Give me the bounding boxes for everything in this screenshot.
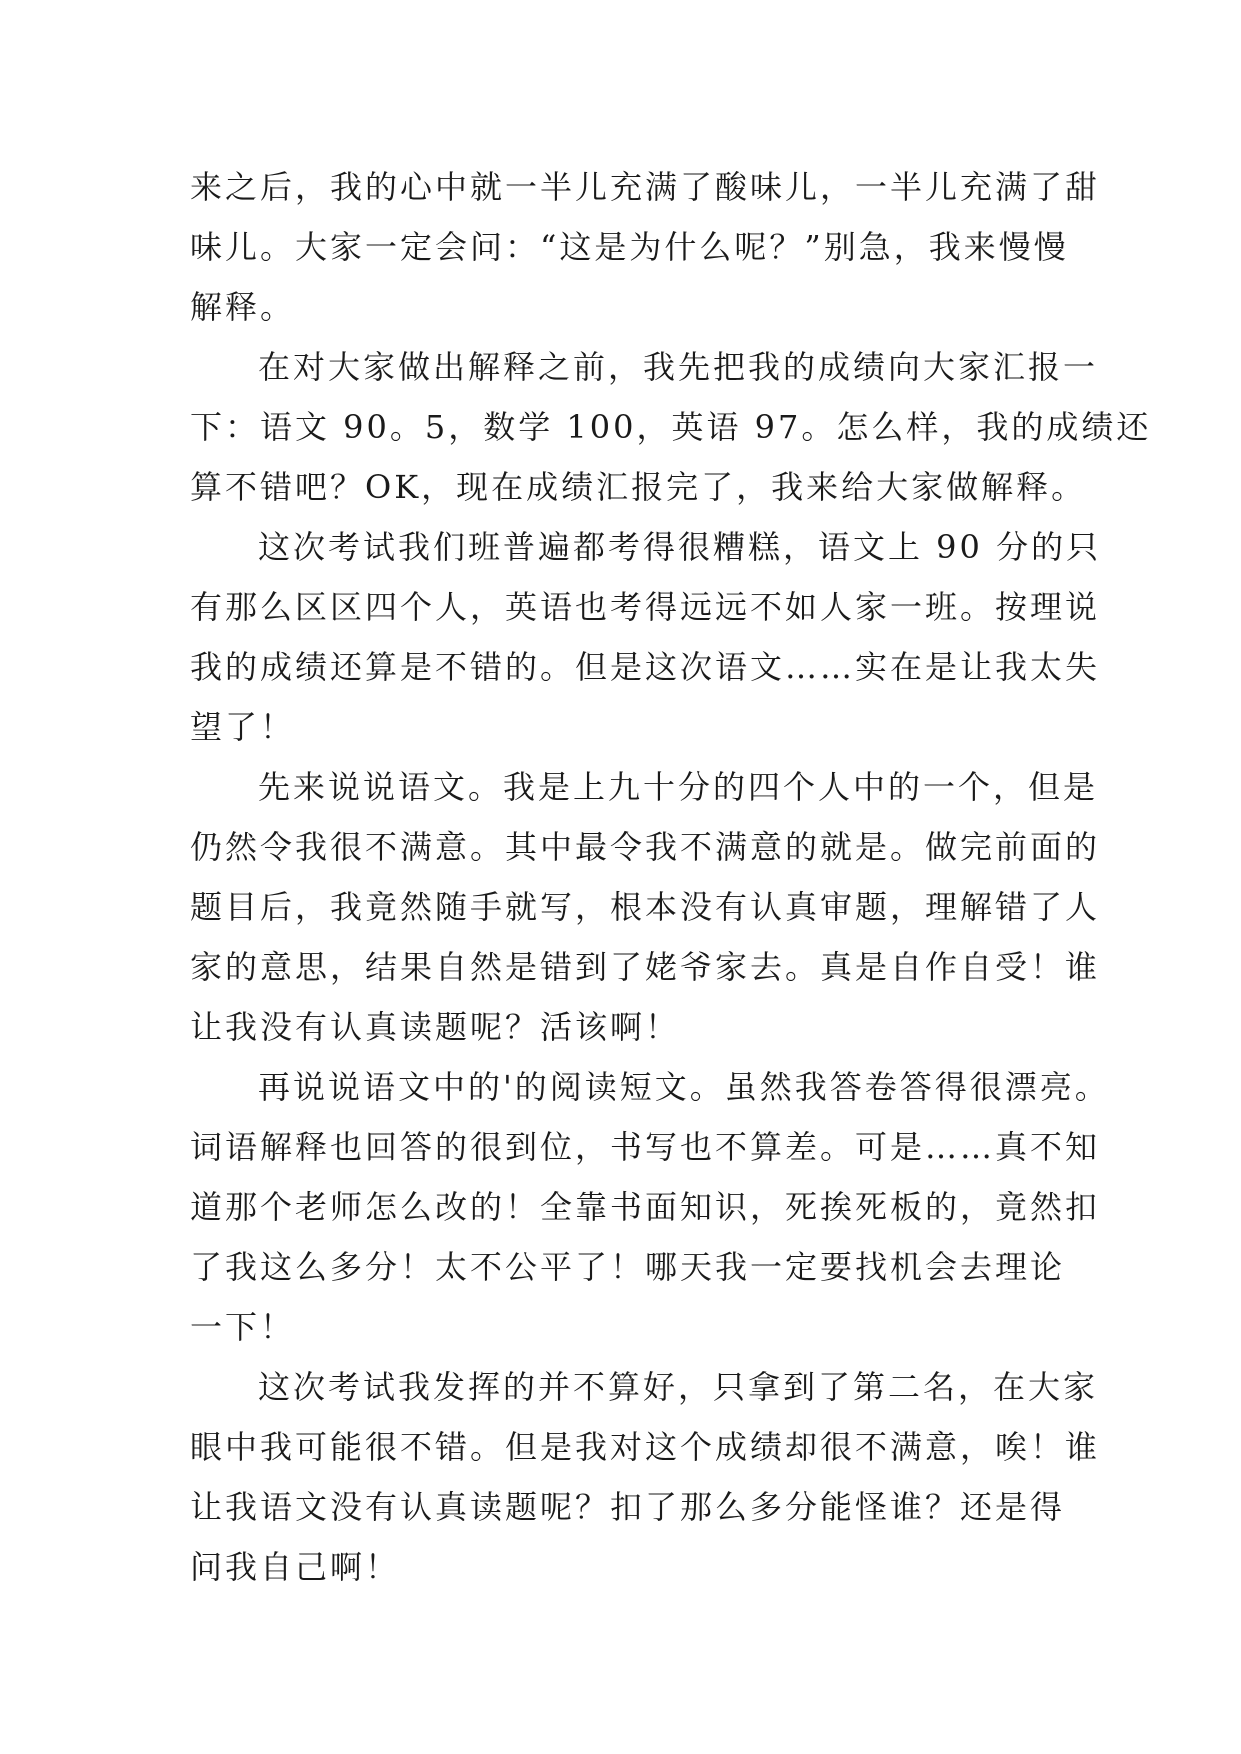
text-line: 眼中我可能很不错。但是我对这个成绩却很不满意，唉！谁 — [190, 1428, 1101, 1466]
text-line: 了我这么多分！太不公平了！哪天我一定要找机会去理论 — [190, 1248, 1066, 1286]
text-line: 题目后，我竟然随手就写，根本没有认真审题，理解错了人 — [190, 888, 1101, 926]
text-line: 望了！ — [190, 708, 296, 746]
paragraph-first-line: 在对大家做出解释之前，我先把我的成绩向大家汇报一 — [258, 348, 1099, 386]
text-line: 我的成绩还算是不错的。但是这次语文……实在是让我太失 — [190, 648, 1101, 686]
paragraph-first-line: 先来说说语文。我是上九十分的四个人中的一个，但是 — [258, 768, 1099, 806]
text-line: 有那么区区四个人，英语也考得远远不如人家一班。按理说 — [190, 588, 1101, 626]
paragraph-first-line: 再说说语文中的'的阅读短文。虽然我答卷答得很漂亮。 — [258, 1068, 1110, 1106]
text-line: 仍然令我很不满意。其中最令我不满意的就是。做完前面的 — [190, 828, 1101, 866]
text-line: 来之后，我的心中就一半儿充满了酸味儿，一半儿充满了甜 — [190, 168, 1101, 206]
text-line: 问我自己啊！ — [190, 1548, 401, 1586]
text-line: 味儿。大家一定会问：“这是为什么呢？”别急，我来慢慢 — [190, 228, 1069, 266]
text-line: 词语解释也回答的很到位，书写也不算差。可是……真不知 — [190, 1128, 1101, 1166]
text-line: 算不错吧？OK，现在成绩汇报完了，我来给大家做解释。 — [190, 468, 1087, 506]
text-line: 下：语文 90。5，数学 100，英语 97。怎么样，我的成绩还 — [190, 408, 1152, 446]
paragraph-first-line: 这次考试我发挥的并不算好，只拿到了第二名，在大家 — [258, 1368, 1099, 1406]
text-line: 解释。 — [190, 288, 296, 326]
text-line: 一下！ — [190, 1308, 296, 1346]
paragraph-first-line: 这次考试我们班普遍都考得很糟糕，语文上 90 分的只 — [258, 528, 1102, 566]
text-line: 道那个老师怎么改的！全靠书面知识，死挨死板的，竟然扣 — [190, 1188, 1101, 1226]
text-line: 让我没有认真读题呢？活该啊！ — [190, 1008, 681, 1046]
text-line: 家的意思，结果自然是错到了姥爷家去。真是自作自受！谁 — [190, 948, 1101, 986]
text-line: 让我语文没有认真读题呢？扣了那么多分能怪谁？还是得 — [190, 1488, 1066, 1526]
document-body — [190, 157, 1152, 1597]
